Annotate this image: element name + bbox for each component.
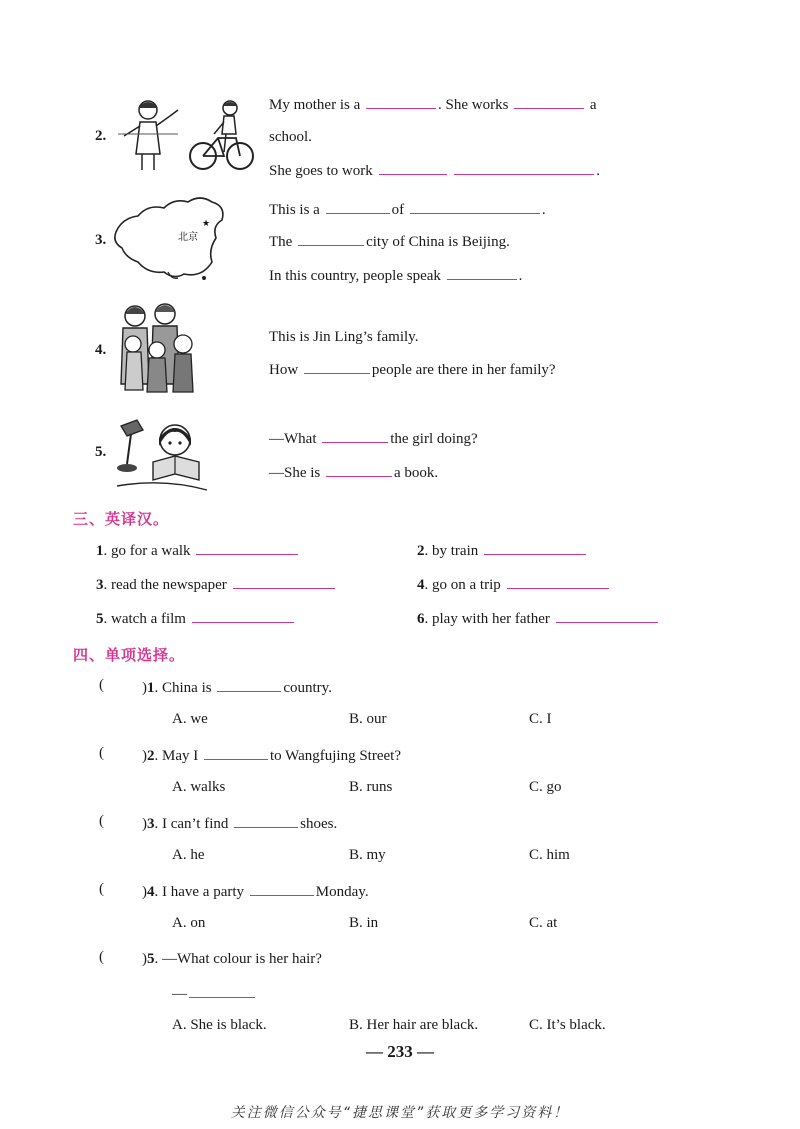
answer-blank[interactable] [196,540,298,555]
answer-blank[interactable] [410,199,540,214]
answer-blank[interactable] [556,608,658,623]
option-a[interactable]: A. on [172,915,206,931]
text: . [518,268,523,284]
question-number: 1 [147,680,155,696]
answer-blank[interactable] [233,574,335,589]
answer-blank[interactable] [366,94,436,109]
option-c[interactable]: C. him [529,847,570,863]
item4-line2 [269,359,556,380]
answer-blank[interactable] [298,231,364,246]
section4-title: 四、单项选择。 [73,646,186,664]
answer-blank[interactable] [189,983,255,998]
item2-line1 [269,94,597,115]
option-c[interactable]: C. at [529,915,558,931]
answer-blank[interactable] [234,813,298,828]
answer-paren-open[interactable]: ( [99,949,104,965]
question-line [142,677,332,698]
item-number: 3. [95,232,107,248]
item-number: 4 [417,577,425,593]
question-text: . —What colour is her hair? [154,951,322,967]
text: a [589,97,597,113]
paren-close: ) [142,816,147,832]
svg-text:★: ★ [202,219,211,229]
option-c[interactable]: C. I [529,711,552,727]
paren-close: ) [142,680,147,696]
question-line [142,881,369,902]
option-a[interactable]: A. She is black. [172,1017,267,1033]
question-text: . May I [154,748,199,764]
option-c[interactable]: C. It’s black. [529,1017,606,1033]
answer-paren-open[interactable]: ( [99,813,104,829]
option-a[interactable]: A. we [172,711,208,727]
answer-blank[interactable] [322,428,388,443]
text: a book. [394,465,439,481]
option-b[interactable]: B. our [349,711,387,727]
answer-blank[interactable] [447,265,517,280]
option-a[interactable]: A. walks [172,779,226,795]
translate-item [417,608,660,629]
section3-title: 三、英译汉。 [73,510,170,528]
map-label: 北京 [178,232,198,243]
answer-blank[interactable] [484,540,586,555]
text: of [391,202,405,218]
phrase: . go on a trip [424,577,501,593]
text: . [541,202,546,218]
answer-paren-open[interactable]: ( [99,881,104,897]
text: This is a [269,202,320,218]
item3-line1 [269,199,546,220]
item5-line2 [269,462,438,483]
text: city of China is Beijing. [366,234,510,250]
question-line [142,949,322,969]
item4-line1: This is Jin Ling’s family. [269,329,419,345]
item-number: 2 [417,543,425,559]
question-text: . China is [154,680,212,696]
answer-blank[interactable] [454,160,594,175]
answer-blank[interactable] [217,677,281,692]
translate-item [96,608,296,629]
answer-blank[interactable] [379,160,447,175]
text: —She is [269,465,321,481]
text: My mother is a [269,97,361,113]
translate-item [96,540,300,561]
item5-line1 [269,428,478,449]
translate-item [417,574,611,595]
phrase: . go for a walk [103,543,191,559]
text: The [269,234,293,250]
option-b[interactable]: B. in [349,915,379,931]
answer-blank[interactable] [326,199,390,214]
answer-blank[interactable] [514,94,584,109]
item2-line2: school. [269,129,312,145]
phrase: . by train [424,543,479,559]
paren-close: ) [142,884,147,900]
footer-note: 关注微信公众号“捷思课堂”获取更多学习资料！ [230,1105,570,1121]
option-b[interactable]: B. my [349,847,386,863]
family-illustration [113,300,197,396]
girl-reading-illustration [113,416,209,492]
answer-blank[interactable] [304,359,370,374]
option-b[interactable]: B. runs [349,779,393,795]
answer-blank[interactable] [192,608,294,623]
phrase: . play with her father [424,611,550,627]
text: people are there in her family? [371,362,556,378]
dash: — [172,986,187,1002]
translate-item [96,574,337,595]
item-number: 5 [96,611,104,627]
item-number: 3 [96,577,104,593]
page-number: — 233 — [366,1042,434,1061]
question-text: country. [283,680,332,696]
item-number: 4. [95,342,107,358]
translate-item [417,540,588,561]
text: . She works [438,97,509,113]
question-number: 2 [147,748,155,764]
text: the girl doing? [390,431,478,447]
answer-line [172,983,257,1004]
item3-line2 [269,231,510,252]
question-text: . I have a party [154,884,245,900]
answer-blank[interactable] [507,574,609,589]
text: —What [269,431,317,447]
question-text: Monday. [315,884,369,900]
text: In this country, people speak [269,268,441,284]
answer-paren-open[interactable]: ( [99,677,104,693]
item-number: 5. [95,444,107,460]
paren-close: ) [142,951,147,967]
text: How [269,362,299,378]
answer-blank[interactable] [250,881,314,896]
answer-blank[interactable] [326,462,392,477]
text: . [596,163,600,179]
item2-line3 [269,160,600,181]
item-number: 1 [96,543,104,559]
question-line [142,813,337,834]
china-map-illustration [108,192,232,284]
option-b[interactable]: B. Her hair are black. [349,1017,479,1033]
item-number: 6 [417,611,425,627]
answer-blank[interactable] [204,745,268,760]
question-line [142,745,401,766]
item-number: 2. [95,128,107,144]
option-c[interactable]: C. go [529,779,562,795]
question-text: shoes. [300,816,338,832]
paren-close: ) [142,748,147,764]
answer-paren-open[interactable]: ( [99,745,104,761]
text: She goes to work [269,163,373,179]
question-text: . I can’t find [154,816,229,832]
question-number: 4 [147,884,155,900]
phrase: . watch a film [103,611,186,627]
option-a[interactable]: A. he [172,847,205,863]
question-number: 3 [147,816,155,832]
phrase: . read the newspaper [103,577,227,593]
mother-cycling-illustration [118,96,258,174]
question-number: 5 [147,951,155,967]
question-text: to Wangfujing Street? [270,748,401,764]
item3-line3 [269,265,522,286]
